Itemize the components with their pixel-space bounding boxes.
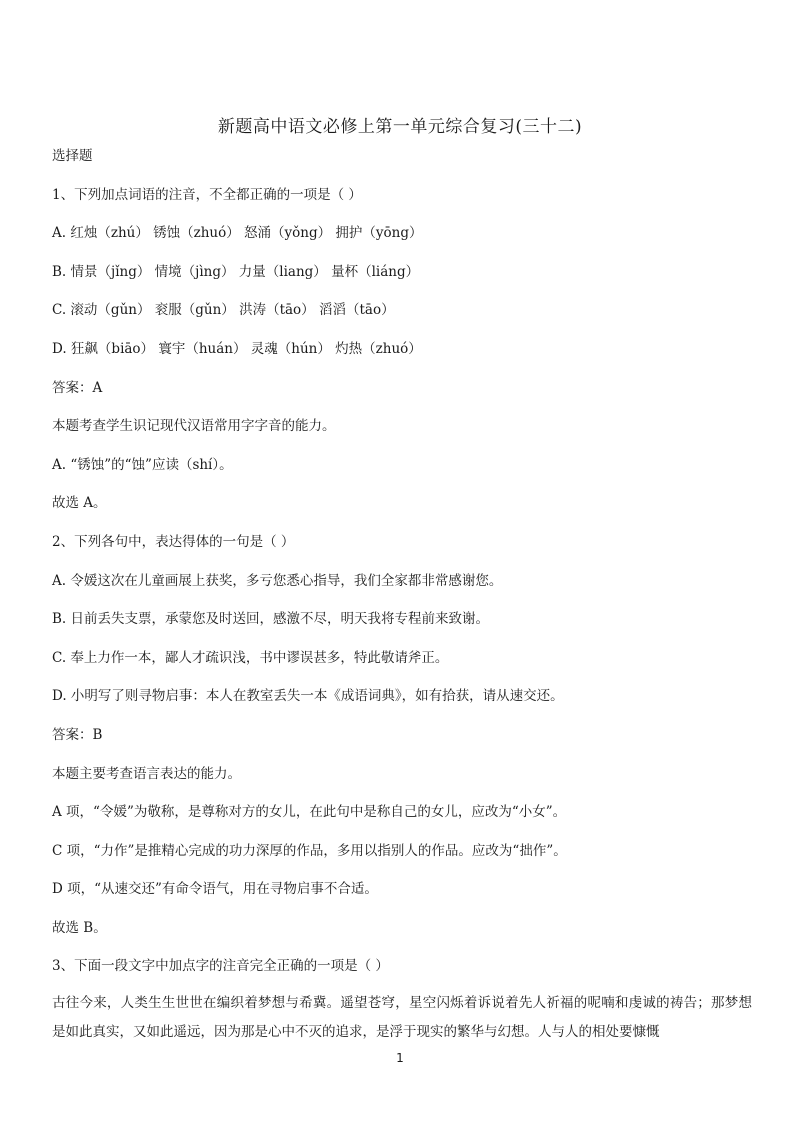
- page-number: 1: [396, 1051, 404, 1065]
- question-1-option-a: A. 红烛（zhú） 锈蚀（zhuó） 怒涌（yǒng） 拥护（yōng）: [52, 225, 423, 242]
- question-1-answer: 答案：A: [52, 379, 103, 396]
- question-2-analysis-line: D 项，“从速交还”有命令语气，用在寻物启事不合适。: [52, 881, 378, 898]
- question-1-option-c: C. 滚动（gǔn） 衮服（gǔn） 洪涛（tāo） 滔滔（tāo）: [52, 302, 395, 319]
- section-heading: 选择题: [52, 148, 93, 164]
- question-3-stem: 3、下面一段文字中加点字的注音完全正确的一项是（ ）: [52, 958, 389, 975]
- question-2-option-c: C. 奉上力作一本，鄙人才疏识浅，书中谬误甚多，特此敬请斧正。: [52, 649, 449, 666]
- question-2-option-b: B. 日前丢失支票，承蒙您及时送回，感激不尽，明天我将专程前来致谢。: [52, 611, 490, 628]
- question-1-analysis-line: 故选 A。: [52, 495, 107, 512]
- question-1-option-d: D. 狂飙（biāo） 寰宇（huán） 灵魂（hún） 灼热（zhuó）: [52, 340, 422, 357]
- document-body: [52, 146, 752, 1047]
- question-1-analysis-line: 本题考查学生识记现代汉语常用字字音的能力。: [52, 418, 336, 435]
- question-2-analysis-line: 本题主要考查语言表达的能力。: [52, 765, 241, 782]
- question-2-analysis-line: A 项，“令媛”为敬称，是尊称对方的女儿，在此句中是称自己的女儿，应改为“小女”。: [52, 804, 567, 821]
- document-title: 新题高中语文必修上第一单元综合复习(三十二): [217, 117, 583, 137]
- question-2-analysis-line: C 项，“力作”是推精心完成的功力深厚的作品，多用以指别人的作品。应改为“拙作”。: [52, 842, 567, 859]
- question-1-analysis-line: A. “锈蚀”的“蚀”应读（shí）。: [52, 456, 233, 473]
- question-2-stem: 2、下列各句中，表达得体的一句是（ ）: [52, 533, 295, 550]
- question-1-option-b: B. 情景（jǐng） 情境（jìng） 力量（liang） 量杯（liáng）: [52, 263, 420, 280]
- question-1-stem: 1、下列加点词语的注音，不全都正确的一项是（ ）: [52, 186, 362, 203]
- question-2-option-d: D. 小明写了则寻物启事：本人在教室丢失一本《成语词典》，如有拾获，请从速交还。: [52, 688, 564, 705]
- question-3-passage: 古往今来，人类生生世世在编织着梦想与希冀。遥望苍穹，星空闪烁着诉说着先人祈福的呢喃和虔诚的祷告；那梦想是如此真实，又如此遥远，因为那是心中不灭的追求，是浮于现实的繁华与幻想。人与人的相处要慷慨: [52, 995, 752, 1041]
- question-2-option-a: A. 令媛这次在儿童画展上获奖，多亏您悉心指导，我们全家都非常感谢您。: [52, 572, 503, 589]
- question-2-answer: 答案：B: [52, 726, 103, 743]
- question-2-analysis-line: 故选 B。: [52, 919, 107, 936]
